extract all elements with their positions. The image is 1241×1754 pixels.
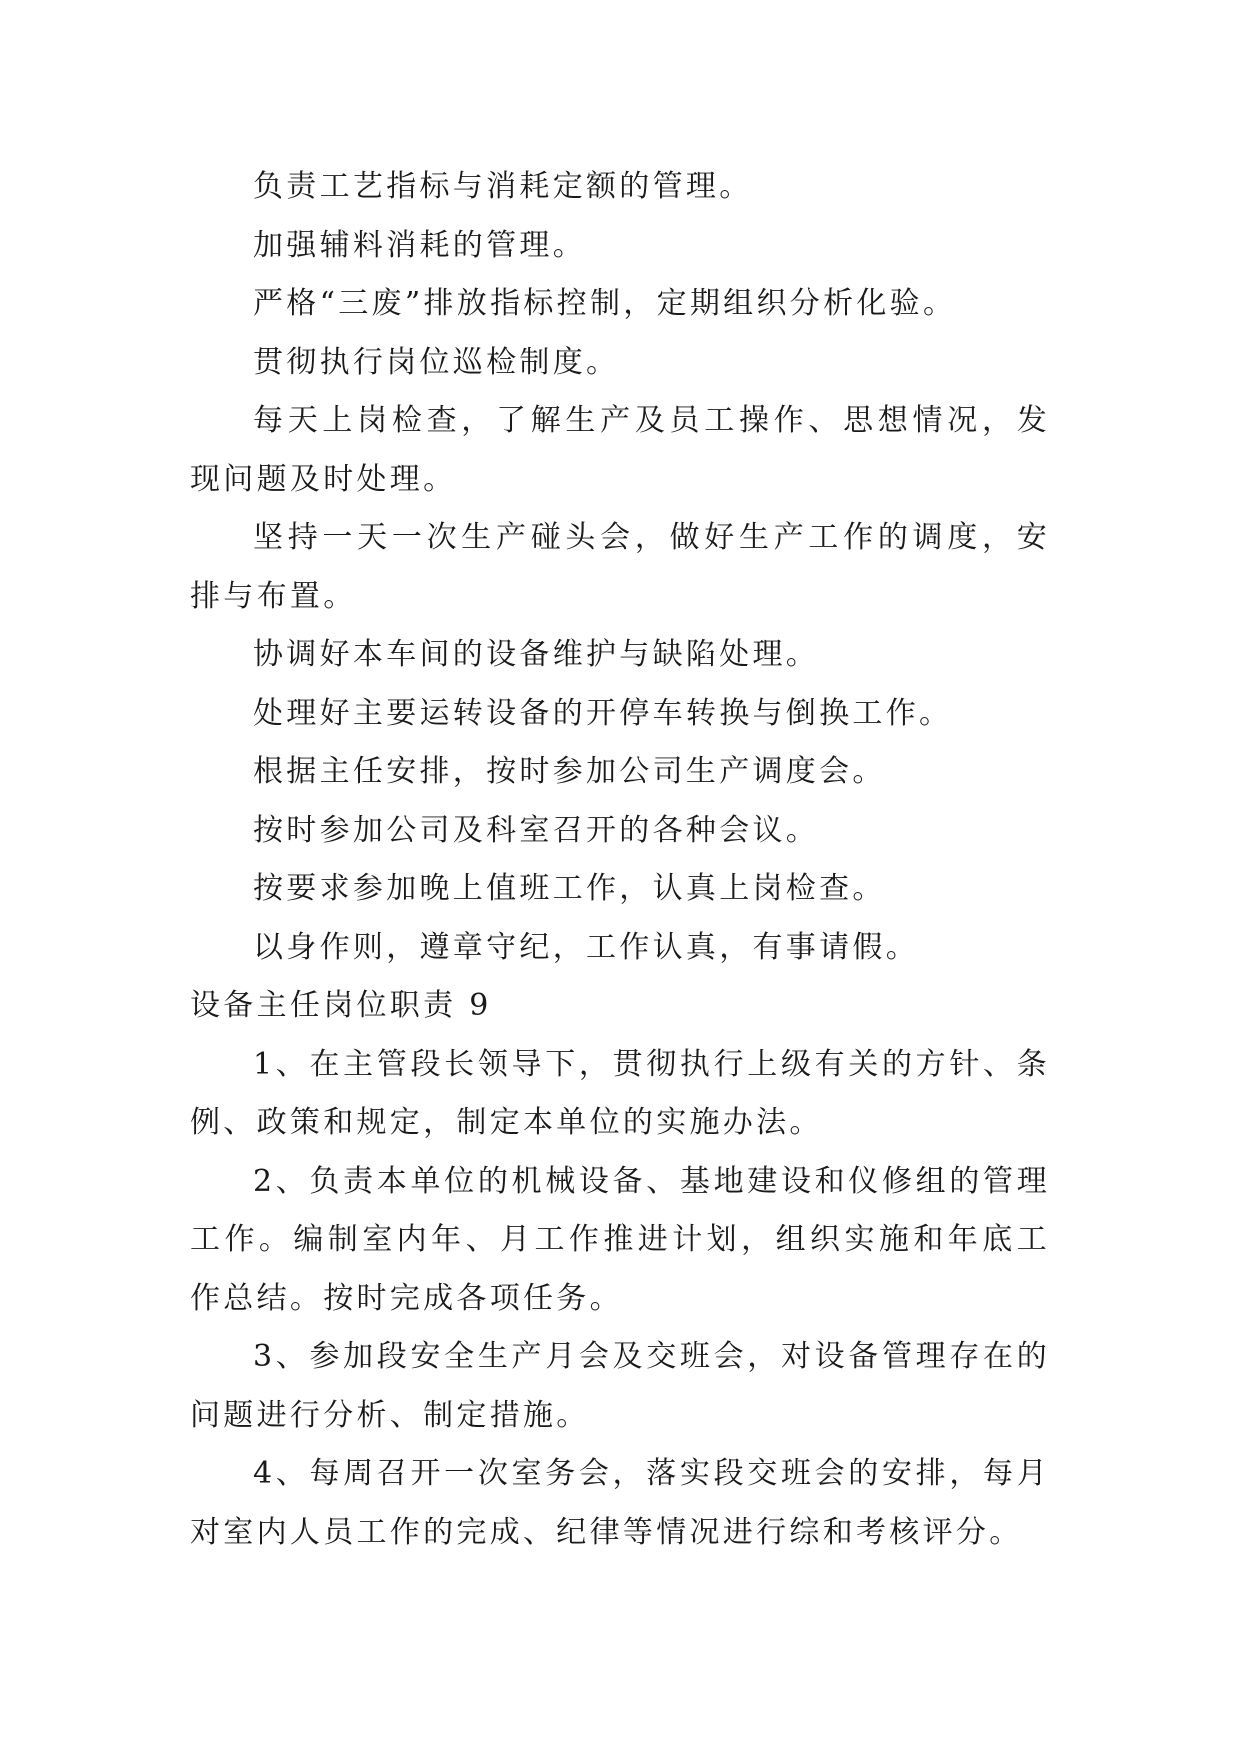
paragraph: 每天上岗检查，了解生产及员工操作、思想情况，发现问题及时处理。 [190,403,1050,497]
paragraph: 根据主任安排，按时参加公司生产调度会。 [253,754,886,789]
paragraph: 处理好主要运转设备的开停车转换与倒换工作。 [253,695,953,731]
paragraph: 贯彻执行岗位巡检制度。 [253,344,620,380]
section-title: 设备主任岗位职责 9 [190,988,492,1023]
paragraph: 协调好本车间的设备维护与缺陷处理。 [253,637,820,672]
paragraph: 2、负责本单位的机械设备、基地建设和仪修组的管理工作。编制室内年、月工作推进计划，组织实施和年底工作总结。按时完成各项任务。 [190,1163,1050,1316]
paragraph: 负责工艺指标与消耗定额的管理。 [253,169,753,204]
paragraph: 加强辅料消耗的管理。 [253,227,586,263]
document-body [190,158,1050,1562]
paragraph: 4、每周召开一次室务会，落实段交班会的安排，每月对室内人员工作的完成、纪律等情况进行综和考核评分。 [190,1456,1050,1550]
paragraph: 按时参加公司及科室召开的各种会议。 [253,812,820,848]
paragraph: 以身作则，遵章守纪，工作认真，有事请假。 [253,929,919,965]
paragraph: 按要求参加晚上值班工作，认真上岗检查。 [253,871,886,906]
paragraph: 1、在主管段长领导下，贯彻执行上级有关的方针、条例、政策和规定，制定本单位的实施办法。 [190,1046,1050,1140]
paragraph: 3、参加段安全生产月会及交班会，对设备管理存在的问题进行分析、制定措施。 [190,1339,1050,1433]
paragraph: 坚持一天一次生产碰头会，做好生产工作的调度，安排与布置。 [190,520,1050,614]
paragraph: 严格“三废”排放指标控制，定期组织分析化验。 [253,286,957,321]
